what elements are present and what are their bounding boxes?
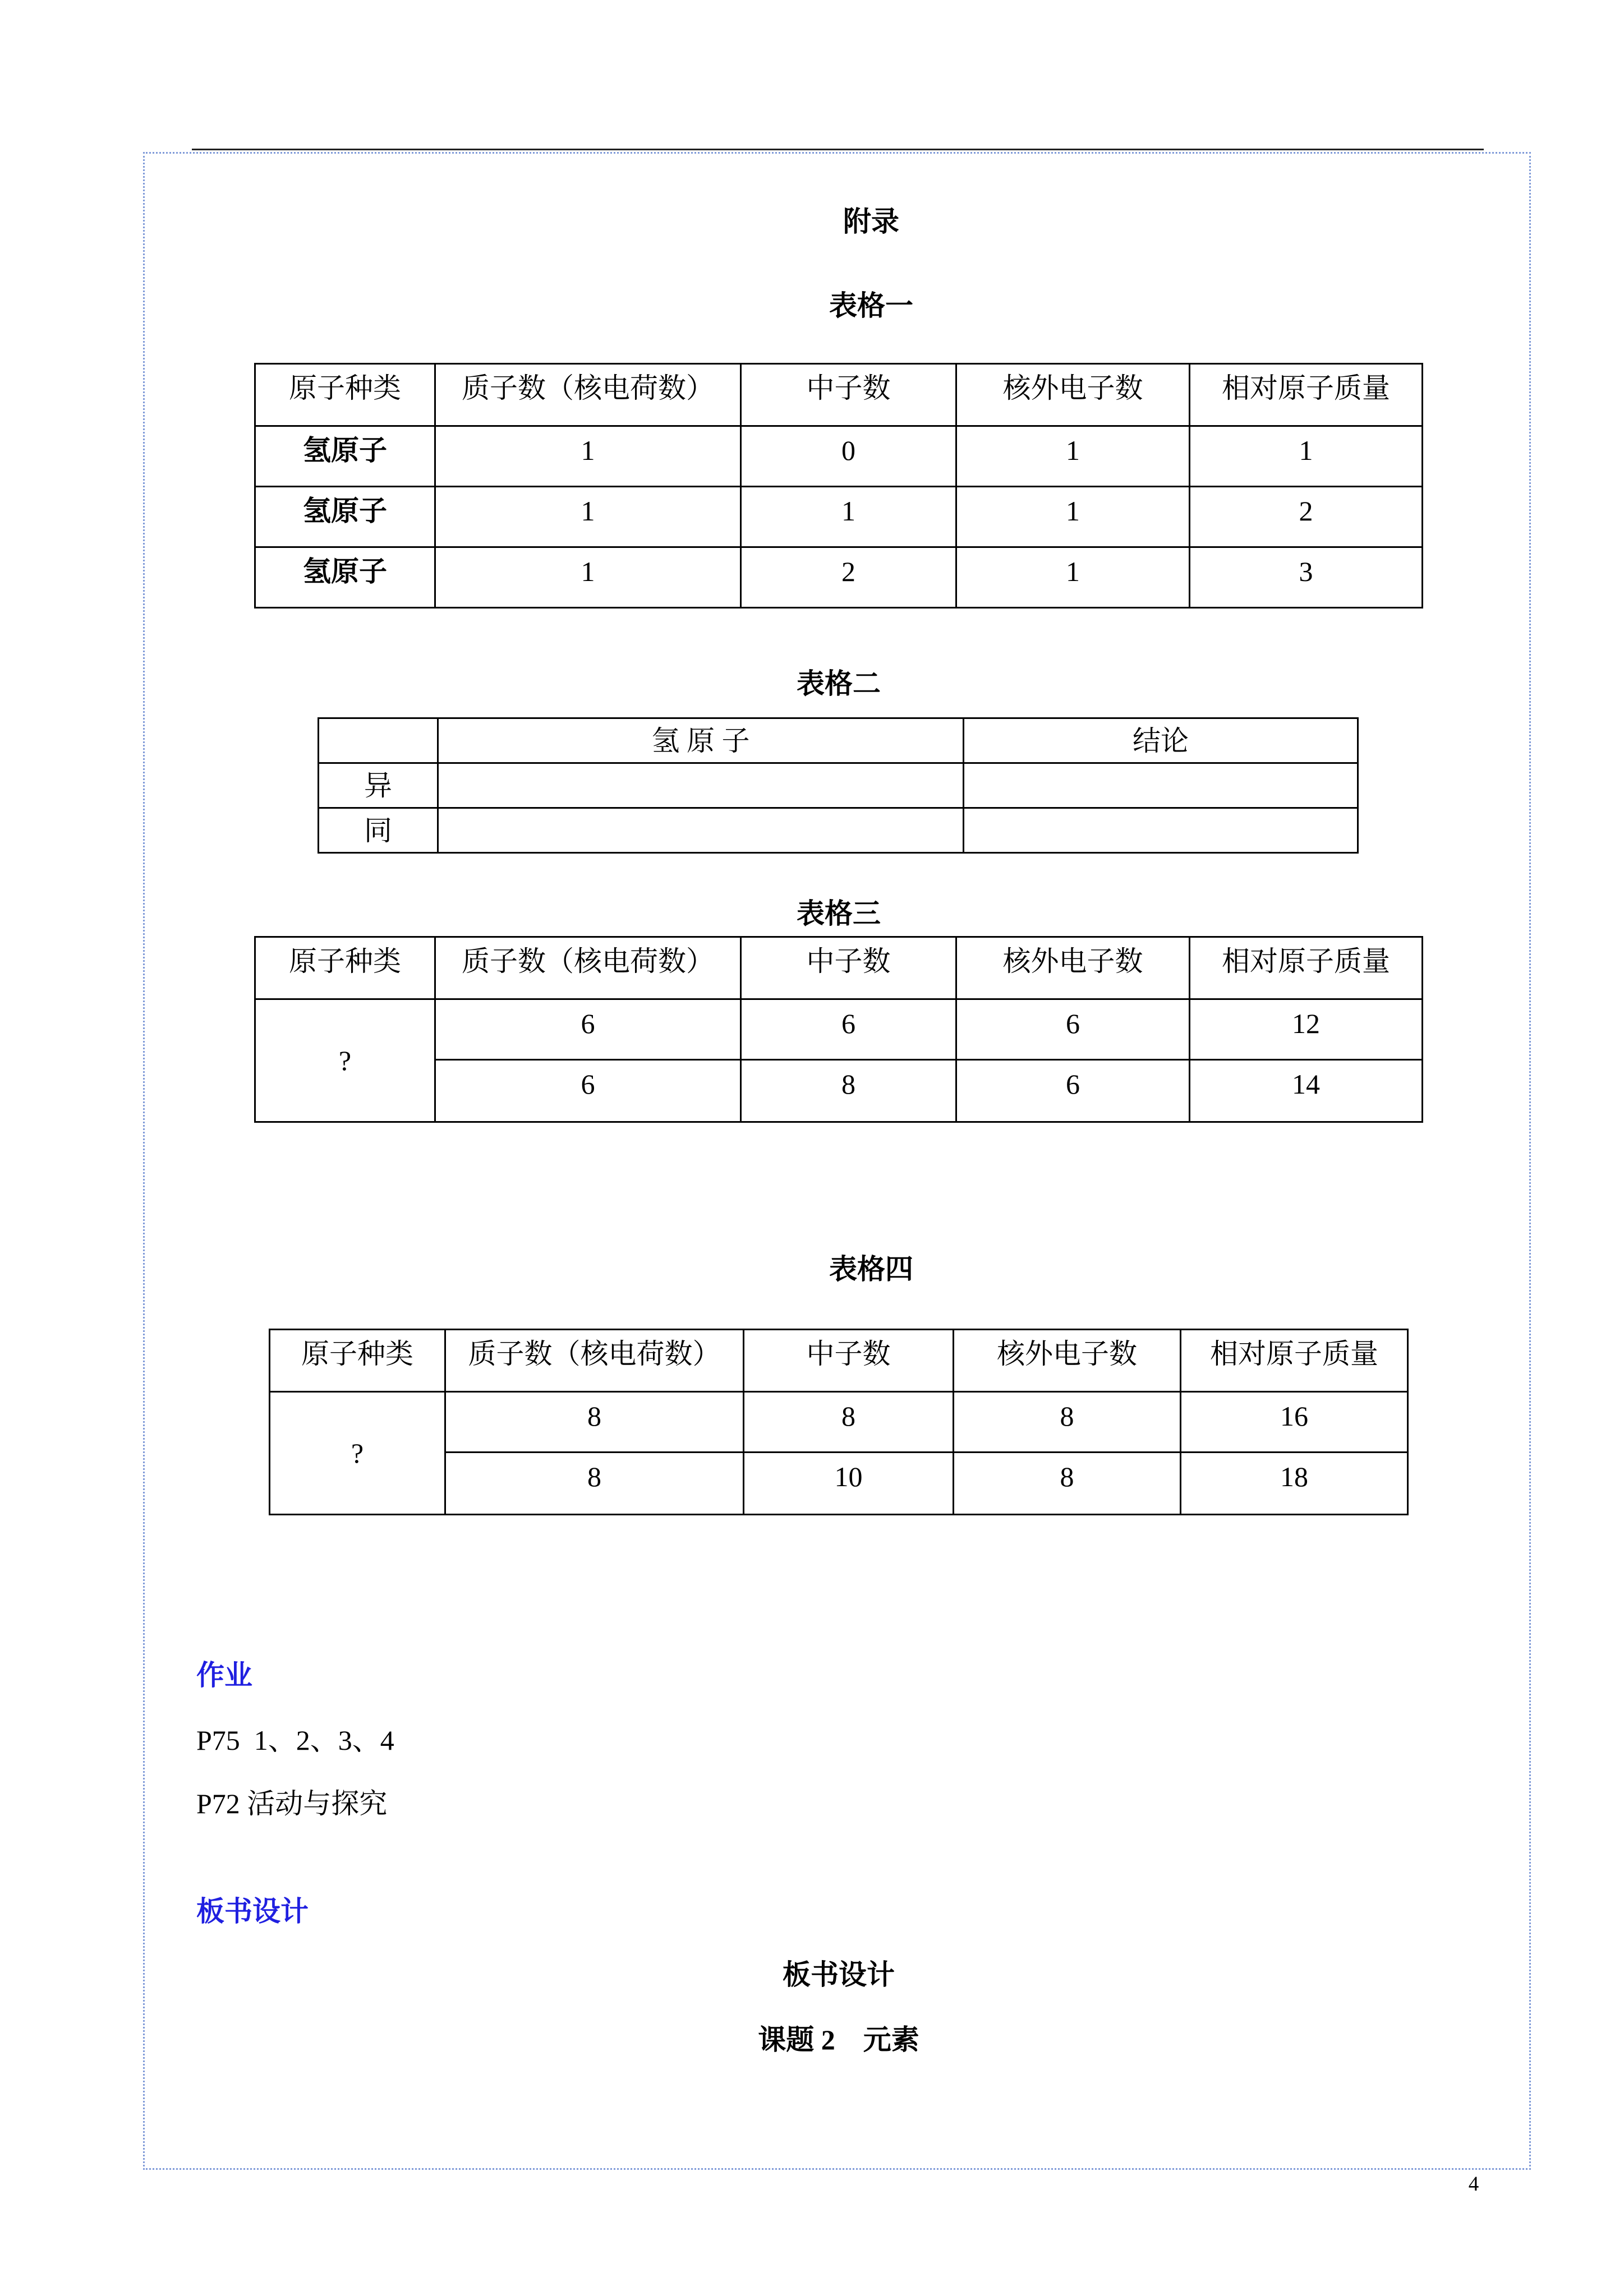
header-cell: 核外电子数 [956,364,1190,426]
header-cell: 氢 原 子 [438,718,964,763]
header-cell: 核外电子数 [954,1330,1181,1392]
empty-cell [438,808,964,853]
table-cell: 3 [1190,547,1423,608]
table-cell: 6 [435,999,741,1060]
table-cell: 6 [435,1060,741,1122]
homework-heading: 作业 [196,1659,252,1691]
table-cell: 18 [1181,1453,1408,1515]
header-cell: 相对原子质量 [1190,937,1423,999]
homework-line: P75 1、2、3、4 [196,1725,394,1756]
header-cell: 质子数（核电荷数） [435,937,741,999]
table-cell: 8 [954,1453,1181,1515]
homework-line: P72 活动与探究 [196,1788,388,1819]
table-cell: 1 [956,547,1190,608]
table-cell: 16 [1181,1392,1408,1453]
table-cell: 12 [1190,999,1423,1060]
header-cell: 中子数 [741,937,956,999]
appendix-title: 附录 [843,206,899,237]
table-header-row [255,364,1423,426]
atom-type-cell: 氢原子 [255,547,435,608]
table-cell: 0 [741,426,956,487]
table-row [319,763,1358,808]
table3 [254,936,1423,1123]
header-cell: 相对原子质量 [1181,1330,1408,1392]
table1 [254,363,1423,608]
table2 [318,717,1359,854]
table-header-row [270,1330,1408,1392]
table-row [255,426,1423,487]
board-design-title: 板书设计 [783,1959,895,1990]
header-cell: 原子种类 [255,937,435,999]
board-design-heading: 板书设计 [196,1896,309,1927]
table4-caption: 表格四 [829,1253,913,1285]
header-cell: 中子数 [741,364,956,426]
atom-type-cell: ? [270,1392,445,1515]
table2-caption: 表格二 [797,668,881,699]
empty-cell [964,808,1358,853]
empty-cell [319,718,438,763]
table-row [319,808,1358,853]
table-cell: 1 [956,426,1190,487]
row-label-cell: 异 [319,763,438,808]
header-cell: 质子数（核电荷数） [445,1330,744,1392]
header-cell: 结论 [964,718,1358,763]
page-number: 4 [1468,2173,1479,2196]
table-cell: 8 [744,1392,954,1453]
table1-caption: 表格一 [829,290,913,321]
table-cell: 1 [435,547,741,608]
table-row [255,487,1423,547]
table-cell: 6 [956,1060,1190,1122]
table-cell: 2 [1190,487,1423,547]
header-cell: 相对原子质量 [1190,364,1423,426]
header-cell: 原子种类 [270,1330,445,1392]
table-cell: 1 [1190,426,1423,487]
table-row [270,1392,1408,1453]
table4 [269,1329,1409,1515]
table-header-row [319,718,1358,763]
atom-type-cell: 氢原子 [255,426,435,487]
header-rule [192,149,1484,150]
table-cell: 1 [435,487,741,547]
table-cell: 6 [956,999,1190,1060]
table3-caption: 表格三 [797,898,881,929]
table-cell: 1 [741,487,956,547]
table-cell: 10 [744,1453,954,1515]
table-cell: 1 [435,426,741,487]
table-row [255,547,1423,608]
header-cell: 原子种类 [255,364,435,426]
header-cell: 核外电子数 [956,937,1190,999]
header-cell: 质子数（核电荷数） [435,364,741,426]
lesson-title: 课题 2 元素 [758,2024,919,2055]
header-cell: 中子数 [744,1330,954,1392]
row-label-cell: 同 [319,808,438,853]
table-header-row [255,937,1423,999]
table-row [255,999,1423,1060]
table-cell: 8 [445,1392,744,1453]
table-cell: 8 [741,1060,956,1122]
table-cell: 2 [741,547,956,608]
empty-cell [438,763,964,808]
table-cell: 1 [956,487,1190,547]
table-cell: 6 [741,999,956,1060]
empty-cell [964,763,1358,808]
table-cell: 14 [1190,1060,1423,1122]
atom-type-cell: 氢原子 [255,487,435,547]
atom-type-cell: ? [255,999,435,1122]
table-cell: 8 [954,1392,1181,1453]
table-cell: 8 [445,1453,744,1515]
